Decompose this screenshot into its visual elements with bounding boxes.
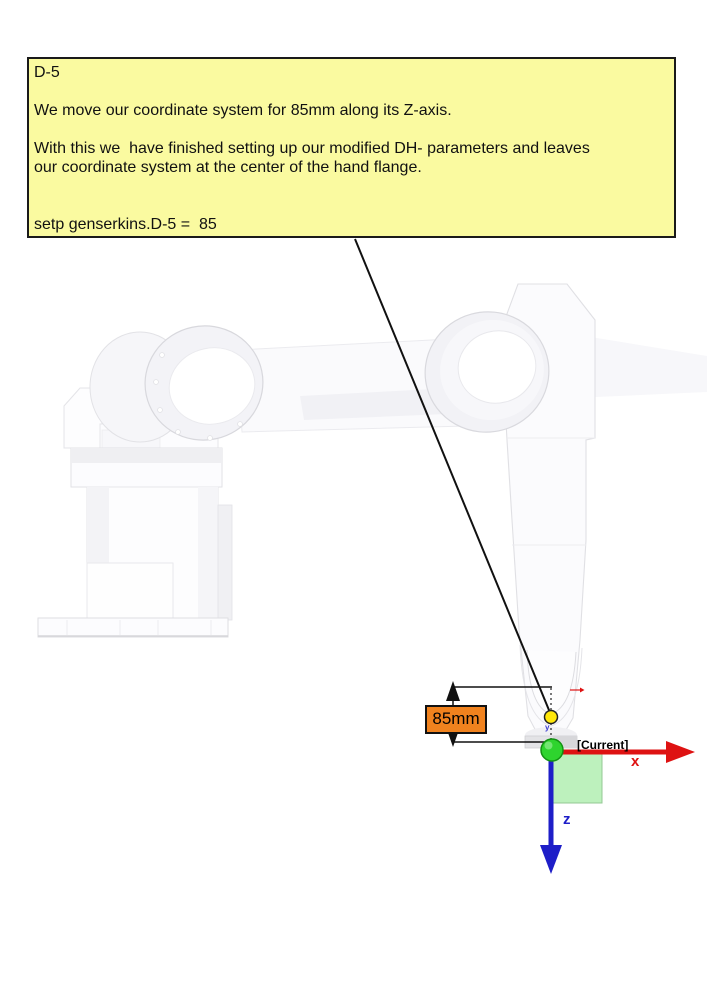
z-axis-label: z <box>563 811 571 828</box>
y-axis-mini-label: y <box>545 723 550 732</box>
robot-illustration <box>38 284 707 748</box>
note-box <box>27 57 676 238</box>
coordinate-frame <box>540 739 695 874</box>
origin-marker <box>541 739 563 761</box>
quadrant-plane <box>552 753 602 803</box>
x-axis-label: x <box>631 753 640 770</box>
note-body-line-1: We move our coordinate system for 85mm along its Z-axis. <box>34 102 452 119</box>
note-body-line-3: our coordinate system at the center of the hand flange. <box>34 159 422 176</box>
current-frame-label: [Current] <box>577 738 629 752</box>
dimension-label: 85mm <box>425 705 487 734</box>
dimension-arrow-up-icon <box>446 681 460 701</box>
note-body-line-2: With this we have finished setting up our modified DH- parameters and leaves <box>34 140 590 157</box>
flange-center-dot <box>545 711 558 724</box>
note-command-line: setp genserkins.D-5 = 85 <box>34 216 217 233</box>
note-title: D-5 <box>34 64 60 81</box>
